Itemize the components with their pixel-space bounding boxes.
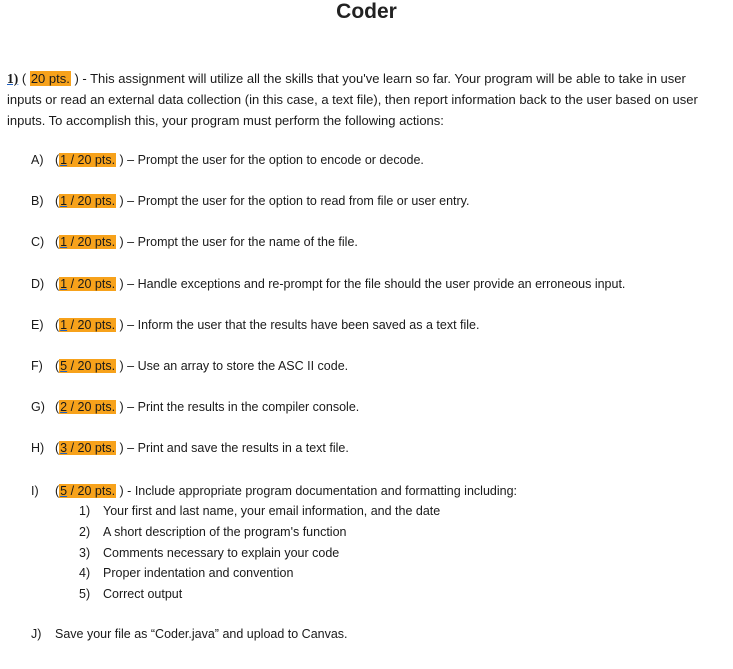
item-text: ) – Prompt the user for the name of the file. — [116, 235, 358, 249]
score-badge — [59, 277, 116, 291]
item-letter: E) — [31, 318, 44, 332]
score-open: ( — [55, 153, 60, 167]
score-total: / 20 pts. — [67, 400, 116, 414]
item-letter: I) — [31, 484, 39, 498]
sub-item-number: 3) — [79, 545, 91, 560]
score-badge — [59, 153, 116, 167]
list-item — [31, 439, 349, 457]
points-badge: 20 pts. — [30, 71, 70, 86]
score-value: 3 — [60, 441, 68, 455]
item-letter: D) — [31, 277, 45, 291]
item-letter: C) — [31, 235, 45, 249]
score-open: ( — [55, 318, 60, 332]
score-value: 1 — [60, 153, 68, 167]
score-total: / 20 pts. — [67, 153, 116, 167]
item-text: ) – Inform the user that the results have been saved as a text file. — [116, 318, 480, 332]
score-badge — [59, 359, 116, 373]
item-text: ) – Prompt the user for the option to read from file or user entry. — [116, 194, 470, 208]
score-total: / 20 pts. — [67, 277, 116, 291]
question-number: 1) — [7, 71, 19, 86]
list-item — [31, 357, 348, 375]
list-item — [31, 316, 479, 334]
sub-item-text: Correct output — [103, 587, 183, 601]
score-badge — [59, 318, 116, 332]
sub-item-number: 4) — [79, 566, 91, 581]
item-letter: F) — [31, 359, 43, 373]
score-value: 1 — [60, 277, 68, 291]
sub-list-item — [79, 544, 440, 565]
intro-text: - This assignment will utilize all the skills that you've learn so far. Your program will be able to take in user inputs or read an external data collection (in this case, a text file), then report information back to the user based on user inputs. To accomplish this, your program must perform the following actions: — [7, 71, 698, 128]
item-text: ) – Print and save the results in a text file. — [116, 441, 349, 455]
question-intro — [7, 68, 723, 131]
item-letter: G) — [31, 400, 45, 414]
item-text: ) - Include appropriate program documentation and formatting including: — [116, 484, 517, 498]
score-value: 1 — [60, 235, 68, 249]
score-open: ( — [55, 277, 60, 291]
sub-list-item — [79, 564, 440, 585]
item-letter: B) — [31, 194, 44, 208]
score-open: ( — [55, 441, 60, 455]
sub-item-number: 5) — [79, 587, 91, 601]
score-value: 2 — [60, 400, 68, 414]
sub-list-item — [79, 523, 440, 544]
sub-item-text: Comments necessary to explain your code — [103, 545, 340, 560]
score-badge — [59, 194, 116, 208]
points-close: ) — [70, 71, 79, 86]
item-text: ) – Prompt the user for the option to encode or decode. — [116, 153, 424, 167]
item-letter: H) — [31, 441, 45, 455]
page-title: Coder — [336, 0, 397, 23]
documentation-list — [79, 502, 440, 606]
sub-list-item — [79, 585, 440, 606]
score-total: / 20 pts. — [67, 194, 116, 208]
item-text: ) – Use an array to store the ASC II code. — [116, 359, 349, 373]
list-item — [31, 192, 469, 210]
list-item — [31, 482, 517, 500]
item-letter: J) — [31, 627, 42, 641]
sub-item-text: Proper indentation and convention — [103, 566, 294, 581]
score-open: ( — [55, 235, 60, 249]
score-value: 5 — [60, 484, 68, 498]
item-text: ) – Print the results in the compiler console. — [116, 400, 360, 414]
score-value: 1 — [60, 194, 68, 208]
score-open: ( — [55, 194, 60, 208]
sub-list-item — [79, 502, 440, 523]
list-item — [31, 151, 424, 169]
sub-item-number: 2) — [79, 524, 91, 539]
score-open: ( — [55, 400, 60, 414]
score-total: / 20 pts. — [67, 235, 116, 249]
list-item — [31, 275, 625, 293]
score-total: / 20 pts. — [67, 441, 116, 455]
score-badge — [59, 235, 116, 249]
item-letter: A) — [31, 153, 44, 167]
sub-item-text: Your first and last name, your email information, and the date — [103, 504, 441, 518]
score-total: / 20 pts. — [67, 359, 116, 373]
item-text: ) – Handle exceptions and re-prompt for the file should the user provide an erroneous input. — [116, 277, 626, 291]
score-value: 1 — [60, 318, 68, 332]
score-open: ( — [55, 484, 60, 498]
score-value: 5 — [60, 359, 68, 373]
sub-item-text: A short description of the program's function — [103, 524, 347, 539]
list-item — [31, 398, 359, 416]
item-text: Save your file as “Coder.java” and upload to Canvas. — [55, 627, 348, 641]
points-open: ( — [18, 71, 30, 86]
list-item-final — [31, 625, 348, 643]
score-total: / 20 pts. — [67, 318, 116, 332]
sub-item-number: 1) — [79, 504, 91, 518]
score-badge — [59, 400, 116, 414]
score-total: / 20 pts. — [67, 484, 116, 498]
score-open: ( — [55, 359, 60, 373]
list-item — [31, 233, 358, 251]
score-badge — [59, 441, 116, 455]
score-badge — [59, 484, 116, 498]
